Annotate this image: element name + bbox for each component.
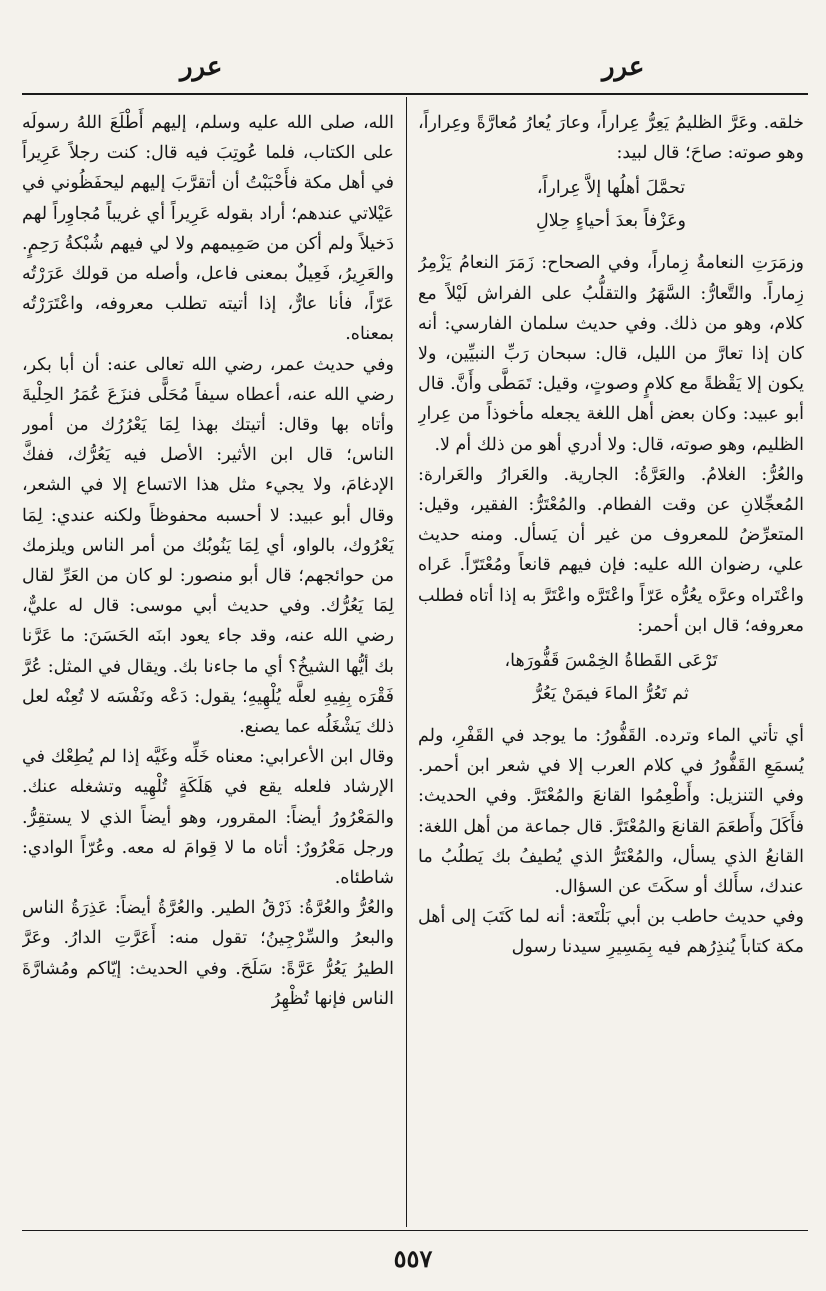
verse-line: تحمَّلَ أهلُها إلاَّ عِراراً، xyxy=(536,178,686,199)
verse-line: وعَزْفاً بعدَ أحياءٍ حِلالِ xyxy=(536,211,686,232)
left-paragraph-3: وقال ابن الأعرابي: معناه خَلِّه وغَيَّه إذا لم يُطِعْك في الإرشاد فلعله يقع في هَلَكَةٍ تُلْهِيه وتشغله عنك. والمَعْرُورُ أيضاً: المقرور، وهو أيضاً الذي لا يستقِرُّ. ورجل مَعْرُورٌ: أتاه ما لا قِوامَ له معه. وعُرّاً الوادي: شاطئاه. xyxy=(22,747,394,889)
verse-line: ثم تَعُرُّ الماءَ فيمَنْ يَعُرُّ xyxy=(533,684,689,705)
right-paragraph-3: والعُرُّ: الغلامُ. والعَرَّةُ: الجارية. والعَرارُ والعَرارة: المُعجِّلانِ عن وقت الفطام. والمُعْتَرُّ: الفقير، وقيل: المتعرِّضُ للمعروف من غير أن يَسأل. ومنه حديث علي، رضوان الله عليه: فإن فيهم قانعاً ومُعْتَرّاً. عَراه واعْتَراه وعرَّه يعُرُّه عَرّاً واعْتَرَّه واعْتَرَّ به إذا أتاه فطلب معروفه؛ قال ابن أحمر: xyxy=(418,464,804,636)
verse-lubayd xyxy=(418,172,804,238)
right-paragraph-5: وفي حديث حاطب بن أبي بَلْتَعة: أنه لما كَتَبَ إلى أهل مكة كتاباً يُنذِرُهم فيه بِمَسِيرِ سيدنا رسول xyxy=(418,907,804,958)
verse-line: تَرْعَى القَطاةُ الخِمْسَ قَفُّورَها، xyxy=(504,651,718,672)
running-head-left: عرر xyxy=(180,52,223,82)
footer-rule xyxy=(22,1230,808,1231)
right-paragraph-2: وزمَرَتِ النعامةُ زِماراً، وفي الصحاح: زَمَرَ النعامُ يَزْمِرُ زِماراً. والتَّعارُّ: السَّهَرُ والتقلُّبُ على الفراش لَيْلاً مع كلام، وهو من ذلك. وفي حديث سلمان الفارسي: أنه كان إذا تعارَّ من الليل، قال: سبحان رَبِّ النبيِّين، ولا يكون إلا يَقْظةً مع كلامٍ وصوتٍ، وقيل: تَمَطَّى وأَنَّ. قال أبو عبيد: وكان بعض أهل اللغة يجعله مأخوذاً من عِرارِ الظليم، وهو صوته، قال: ولا أدري أهو من ذلك أم لا. xyxy=(418,253,804,455)
column-divider xyxy=(406,97,407,1227)
verse-ibn-ahmar xyxy=(418,645,804,711)
left-column xyxy=(22,108,394,1223)
right-paragraph-1: خلقه. وعَرَّ الظليمُ يَعِرُّ عِراراً، وعارَ يُعارُ مُعارَّةً وعِراراً، وهو صوته: صاحَ؛ قال لبيد: xyxy=(418,113,804,164)
left-paragraph-2: وفي حديث عمر، رضي الله تعالى عنه: أن أبا بكر، رضي الله عنه، أعطاه سيفاً مُحَلًّى فنزَعَ عُمَرُ الحِلْيةَ وأتاه بها وقال: أتيتك بهذا لِمَا يَعْرُرُك من أمور الناس؛ قال ابن الأثير: الأصل فيه يَعُرُّك، ففكَّ الإدغامَ، ولا يجيء مثل هذا الاتساع إلا في الشعر، وقال أبو عبيد: لا أحسبه محفوظاً ولكنه عندي: لِمَا يَعْرُوك، بالواو، أي لِمَا يَنُوبُك من أمر الناس ويلزمك من حوائجهم؛ قال أبو منصور: لو كان من العَرِّ لقال لِمَا يَعُرُّك. وفي حديث أبي موسى: قال له عليٌّ، رضي الله عنه، وقد جاء يعود ابنَه الحَسَنَ: ما عَرَّنا بك أيُّها الشيخُ؟ أي ما جاءنا بك. ويقال في المثل: عُرَّ فَقْرَه بِفِيهِ لعلَّه يُلْهِيهِ؛ يقول: دَعْه ونَفْسَه لا تُعِنْه لعل ذلك يَشْغَلُه عما يصنع. xyxy=(22,354,394,738)
header-rule xyxy=(22,93,808,95)
left-paragraph-4: والعُرُّ والعُرَّةُ: ذَرْقُ الطير. والعُرَّةُ أيضاً: عَذِرَةُ الناس والبعرُ والسِّرْجِينُ؛ تقول منه: أَعَرَّتِ الدارُ. وعَرَّ الطيرُ يَعُرُّ عَرَّةً: سَلَحَ. وفي الحديث: إيّاكم ومُشارَّةَ الناس فإنها تُظْهِرُ xyxy=(22,898,394,1009)
right-column xyxy=(418,108,804,1223)
right-paragraph-4: أي تأتي الماء وترده. القَفُّورُ: ما يوجد في القَفْرِ، ولم يُسمَعِ القَفُّورُ في كلام العرب إلا في شعر ابن أحمر. وفي التنزيل: وأَطْعِمُوا القانعَ والمُعْتَرَّ. وفي الحديث: فأَكَلَ وأَطعَمَ القانعَ والمُعْتَرَّ. قال جماعة من أهل اللغة: القانعُ الذي يسأل، والمُعْتَرُّ الذي يُطيفُ بك يَطلُبُ ما عندك، سأَلك أو سكَتَ عن السؤال. xyxy=(418,726,804,898)
running-head-right: عرر xyxy=(602,52,645,82)
page-number: ٥٥٧ xyxy=(393,1244,433,1273)
left-paragraph-1: الله، صلى الله عليه وسلم، إليهم أَطْلَعَ اللهُ رسولَه على الكتاب، فلما عُوتِبَ فيه قال: كنت رجلاً عَرِيراً في أهل مكة فأَحْبَبْتُ أن أتقرَّبَ إليهم ليحفَظُوني في عَيْلاتي عندهم؛ أراد بقوله عَرِيراً أي غريباً مُجاوِراً لهم دَخيلاً ولم أكن من صَمِيمهم ولا لي فيهم شُبْكةُ رَحِمٍ. والعَرِيرُ، فَعِيلٌ بمعنى فاعل، وأصله من قولك عَرَرْتُه عَرّاً، فأنا عارٌّ، إذا أتيته تطلب معروفه، واعْتَرَرْتُه بمعناه. xyxy=(22,113,394,345)
